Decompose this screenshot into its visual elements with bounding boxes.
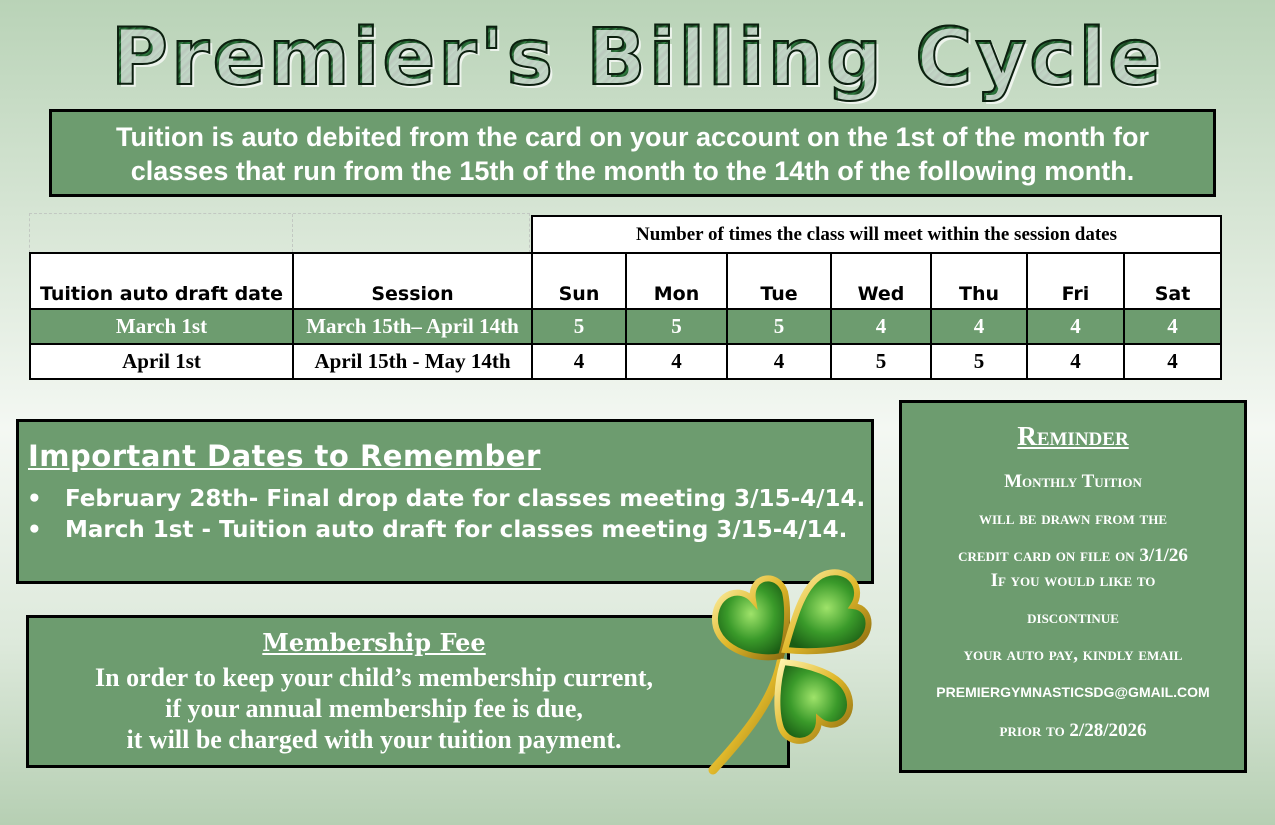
reminder-line-6: your auto pay, kindly email [963,644,1183,665]
billing-schedule-table [29,215,1222,380]
table-row [30,344,1221,379]
col-header-draft-date: Tuition auto draft date [30,253,293,309]
col-header-sat: Sat [1124,253,1221,309]
page-title: Premier's Billing Cycle [0,8,1275,108]
col-header-wed: Wed [831,253,931,309]
col-header-sun: Sun [532,253,626,309]
col-header-session: Session [293,253,532,309]
membership-fee-title: Membership Fee [262,628,486,657]
table-cell: March 1st [30,309,293,344]
table-cell: 4 [831,309,931,344]
list-item-text: March 1st - Tuition auto draft for classes meeting 3/15-4/14. [65,517,848,543]
important-dates-title: Important Dates to Remember [28,439,541,473]
membership-line-1: In order to keep your child’s membership current, [94,663,654,692]
reminder-title: Reminder [1017,421,1129,451]
table-cell: 4 [1027,344,1124,379]
table-row [30,309,1221,344]
reminder-closing: prior to 2/28/2026 [999,720,1147,741]
list-item [25,484,865,515]
table-cell: 4 [1027,309,1124,344]
reminder-line-5: discontinue [1027,607,1119,628]
col-header-mon: Mon [626,253,727,309]
bullet-icon: • [27,486,42,512]
shamrock-icon [693,552,875,776]
important-dates-list [25,484,865,546]
reminder-panel [899,400,1247,773]
reminder-line-4: If you would like to [990,570,1156,591]
table-cell: 5 [931,344,1027,379]
table-cell: April 15th - May 14th [293,344,532,379]
reminder-email: PREMIERGYMNASTICSDG@GMAIL.COM [936,684,1210,700]
meetings-span-header: Number of times the class will meet within the session dates [532,216,1221,253]
table-cell: 5 [626,309,727,344]
table-cell: April 1st [30,344,293,379]
table-cell: 4 [1124,344,1221,379]
table-cell: 5 [831,344,931,379]
membership-line-3: it will be charged with your tuition payment. [126,725,622,754]
table-cell: 5 [532,309,626,344]
reminder-line-3: credit card on file on 3/1/26 [958,545,1188,566]
membership-fee-panel [26,615,790,768]
table-cell: 4 [532,344,626,379]
membership-line-2: if your annual membership fee is due, [165,694,583,723]
intro-banner [49,109,1216,197]
membership-fee-body [29,662,719,755]
table-cell: 4 [931,309,1027,344]
reminder-line-2: will be drawn from the [978,508,1168,529]
table-cell: 5 [727,309,831,344]
col-header-thu: Thu [931,253,1027,309]
table-cell: 4 [626,344,727,379]
list-item-text: February 28th- Final drop date for classes meeting 3/15-4/14. [65,486,866,512]
col-header-fri: Fri [1027,253,1124,309]
table-cell: 4 [1124,309,1221,344]
table-cell: March 15th– April 14th [293,309,532,344]
bullet-icon: • [27,517,42,543]
list-item [25,515,865,546]
intro-line-2: classes that run from the 15th of the month to the 14th of the following month. [130,156,1135,186]
col-header-tue: Tue [727,253,831,309]
intro-line-1: Tuition is auto debited from the card on your account on the 1st of the month for [115,122,1149,152]
reminder-line-1: Monthly Tuition [1004,471,1142,492]
table-cell: 4 [727,344,831,379]
table-header-row [30,253,1221,309]
